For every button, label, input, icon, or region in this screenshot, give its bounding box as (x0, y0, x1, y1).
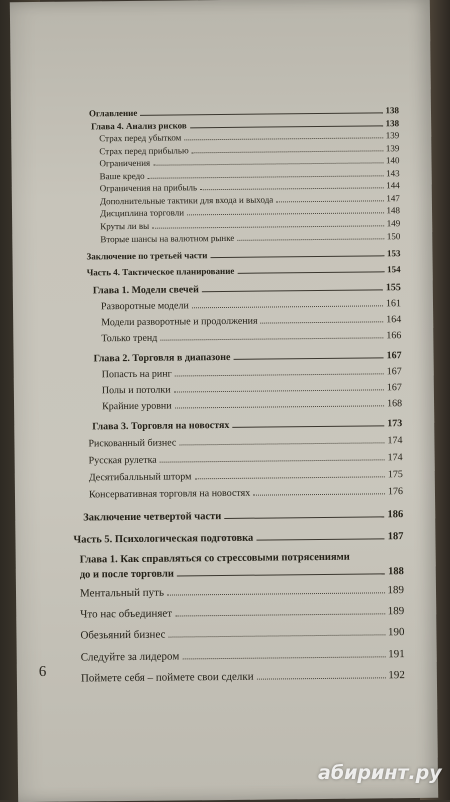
table-of-contents (69, 105, 405, 685)
toc-entry (74, 626, 404, 641)
toc-entry-page: 175 (387, 469, 403, 481)
toc-leader-line (175, 613, 385, 616)
toc-leader-line (232, 425, 384, 428)
toc-entry (72, 350, 402, 364)
toc-entry (71, 298, 401, 312)
toc-entry-title: Страх перед убытком (99, 132, 182, 144)
toc-entry-title: Крайние уровни (102, 400, 172, 413)
toc-leader-line (200, 187, 383, 190)
toc-entry-title: Ограничения на прибыль (99, 182, 198, 194)
toc-entry-title: Страх перед прибылью (99, 145, 189, 157)
toc-leader-line (194, 476, 384, 479)
toc-leader-line (210, 255, 384, 258)
toc-entry-page: 139 (385, 130, 400, 141)
toc-leader-line (187, 212, 383, 215)
toc-entry-page: 138 (385, 105, 400, 116)
toc-leader-line (253, 493, 385, 495)
toc-entry-page: 188 (388, 566, 404, 578)
toc-entry-page: 144 (386, 180, 400, 191)
toc-leader-line (179, 442, 384, 445)
toc-leader-line (237, 271, 384, 274)
toc-entry-title: Глава 4. Анализ рисков (91, 120, 187, 132)
toc-entry-page: 174 (387, 435, 403, 447)
toc-leader-line (237, 238, 383, 241)
toc-entry-title: Ваше кредо (99, 170, 145, 182)
toc-entry-page: 155 (385, 282, 401, 294)
toc-entry (73, 469, 403, 483)
toc-leader-line (148, 175, 383, 178)
toc-entry (71, 282, 401, 296)
toc-entry-page: 153 (386, 248, 401, 259)
toc-leader-line (224, 516, 384, 519)
toc-leader-line (153, 162, 383, 165)
toc-leader-line (160, 459, 385, 462)
toc-entry (71, 330, 401, 344)
toc-leader-line (182, 656, 385, 659)
toc-entry (72, 435, 402, 449)
toc-leader-line (175, 405, 384, 408)
toc-entry-title: Ментальный путь (79, 586, 165, 600)
toc-entry (71, 314, 401, 328)
toc-entry-title: Полы и потолки (101, 384, 171, 397)
toc-entry-page: 173 (387, 418, 403, 430)
toc-entry-title: Русская рулетка (88, 454, 157, 467)
toc-entry-page: 189 (387, 584, 405, 597)
toc-entry (73, 531, 403, 545)
toc-entry-page: 192 (388, 669, 405, 682)
toc-entry-page: 190 (387, 626, 405, 639)
toc-entry-page: 139 (385, 143, 400, 154)
toc-entry-title: Рискованный бизнес (88, 437, 177, 450)
toc-entry (69, 155, 399, 169)
toc-entry (70, 180, 400, 194)
toc-entry-page: 186 (387, 509, 404, 521)
toc-entry-page: 150 (386, 231, 401, 242)
toc-entry-title: Что нас объединяет (80, 607, 173, 621)
toc-leader-line (190, 125, 383, 128)
toc-entry-page: 149 (386, 218, 401, 229)
toc-entry (71, 264, 401, 278)
toc-leader-line (261, 321, 384, 323)
toc-entry-title: до и после торговли (79, 568, 174, 581)
toc-entry-title: Следуйте за лидером (80, 650, 180, 664)
toc-leader-line (175, 373, 384, 376)
toc-entry (73, 452, 403, 466)
toc-entry (72, 418, 402, 432)
toc-leader-line (168, 634, 384, 637)
toc-entry-title: Модели разворотные и продолжения (101, 315, 258, 329)
toc-entry (72, 398, 402, 412)
toc-entry-title: Часть 4. Тактическое планирование (86, 265, 235, 278)
toc-entry-title: Десятибалльный шторм (88, 471, 192, 484)
toc-entry-title: Разворотные модели (100, 300, 189, 313)
toc-leader-line (192, 305, 383, 308)
toc-leader-line (276, 200, 383, 202)
toc-entry (73, 509, 403, 523)
toc-entry (72, 382, 402, 396)
toc-leader-line (256, 538, 384, 540)
watermark: абиринт.ру (318, 762, 442, 784)
toc-entry-title: Дополнительные тактики для входа и выхода (99, 194, 274, 207)
toc-entry-page: 191 (388, 648, 405, 661)
page-number: 6 (38, 663, 47, 680)
toc-entry-page: 164 (386, 314, 402, 326)
toc-entry-title: Глава 1. Как справляться со стрессовыми потрясениями (79, 551, 350, 566)
toc-leader-line (152, 225, 384, 228)
toc-entry-page: 147 (386, 193, 400, 204)
toc-leader-line (177, 573, 385, 576)
toc-leader-line (140, 112, 382, 116)
toc-leader-line (233, 357, 383, 360)
toc-entry-title: Дисциплина торговли (99, 207, 185, 219)
toc-entry (74, 551, 404, 565)
toc-entry (75, 648, 405, 663)
toc-entry-title: Часть 5. Психологическая подготовка (73, 532, 254, 546)
toc-entry (74, 605, 404, 620)
toc-entry-page: 167 (386, 382, 402, 394)
toc-entry-title: Глава 3. Торговля на новостях (92, 419, 230, 433)
toc-leader-line (184, 137, 382, 140)
toc-entry-page: 167 (386, 350, 402, 362)
toc-leader-line (174, 389, 384, 392)
toc-entry-page: 154 (387, 264, 401, 275)
toc-entry-title: Заключение по третьей части (86, 250, 208, 262)
toc-entry-title: Заключение четвертой части (83, 511, 222, 524)
toc-leader-line (202, 289, 383, 292)
toc-entry (70, 231, 400, 245)
book-page (10, 0, 438, 802)
toc-entry (74, 566, 404, 580)
toc-entry-title: Консервативная торговля на новостях (88, 487, 251, 501)
toc-entry-page: 166 (386, 330, 402, 342)
toc-entry-page: 138 (385, 118, 400, 129)
toc-entry-title: Круты ли вы (100, 220, 150, 232)
toc-entry-title: Обезьяний бизнес (80, 628, 166, 642)
toc-entry (74, 584, 404, 599)
toc-entry-title: Поймете себя – поймете свои сделки (80, 670, 254, 685)
toc-entry (70, 248, 400, 262)
toc-entry-page: 189 (387, 605, 405, 618)
toc-entry (69, 130, 399, 144)
toc-entry-title: Глава 1. Модели свечей (92, 284, 199, 297)
toc-entry-title: Только тренд (101, 332, 158, 345)
toc-entry-title: Ограничения (99, 157, 151, 169)
toc-entry-page: 187 (387, 531, 404, 543)
toc-entry (70, 205, 400, 219)
toc-entry (75, 669, 405, 684)
toc-entry (73, 486, 403, 500)
toc-entry-page: 167 (386, 366, 402, 378)
toc-entry-title: Вторые шансы на валютном рынке (100, 232, 235, 245)
toc-entry-page: 176 (387, 486, 404, 498)
toc-leader-line (160, 337, 383, 340)
toc-entry-page: 174 (387, 452, 403, 464)
toc-entry-page: 148 (386, 205, 401, 216)
toc-entry-page: 140 (385, 155, 400, 166)
toc-entry-title: Глава 2. Торговля в диапазоне (93, 351, 231, 365)
toc-entry-title: Попасть на ринг (101, 368, 172, 381)
toc-entry (72, 366, 402, 380)
toc-entry-page: 161 (385, 298, 402, 310)
toc-entry-page: 168 (386, 398, 403, 410)
toc-entry (70, 218, 400, 232)
toc-leader-line (192, 150, 383, 153)
toc-entry-title: Оглавление (88, 107, 138, 119)
toc-leader-line (257, 677, 386, 679)
toc-leader-line (167, 592, 385, 595)
toc-entry (69, 105, 399, 119)
toc-entry-page: 143 (386, 168, 400, 179)
